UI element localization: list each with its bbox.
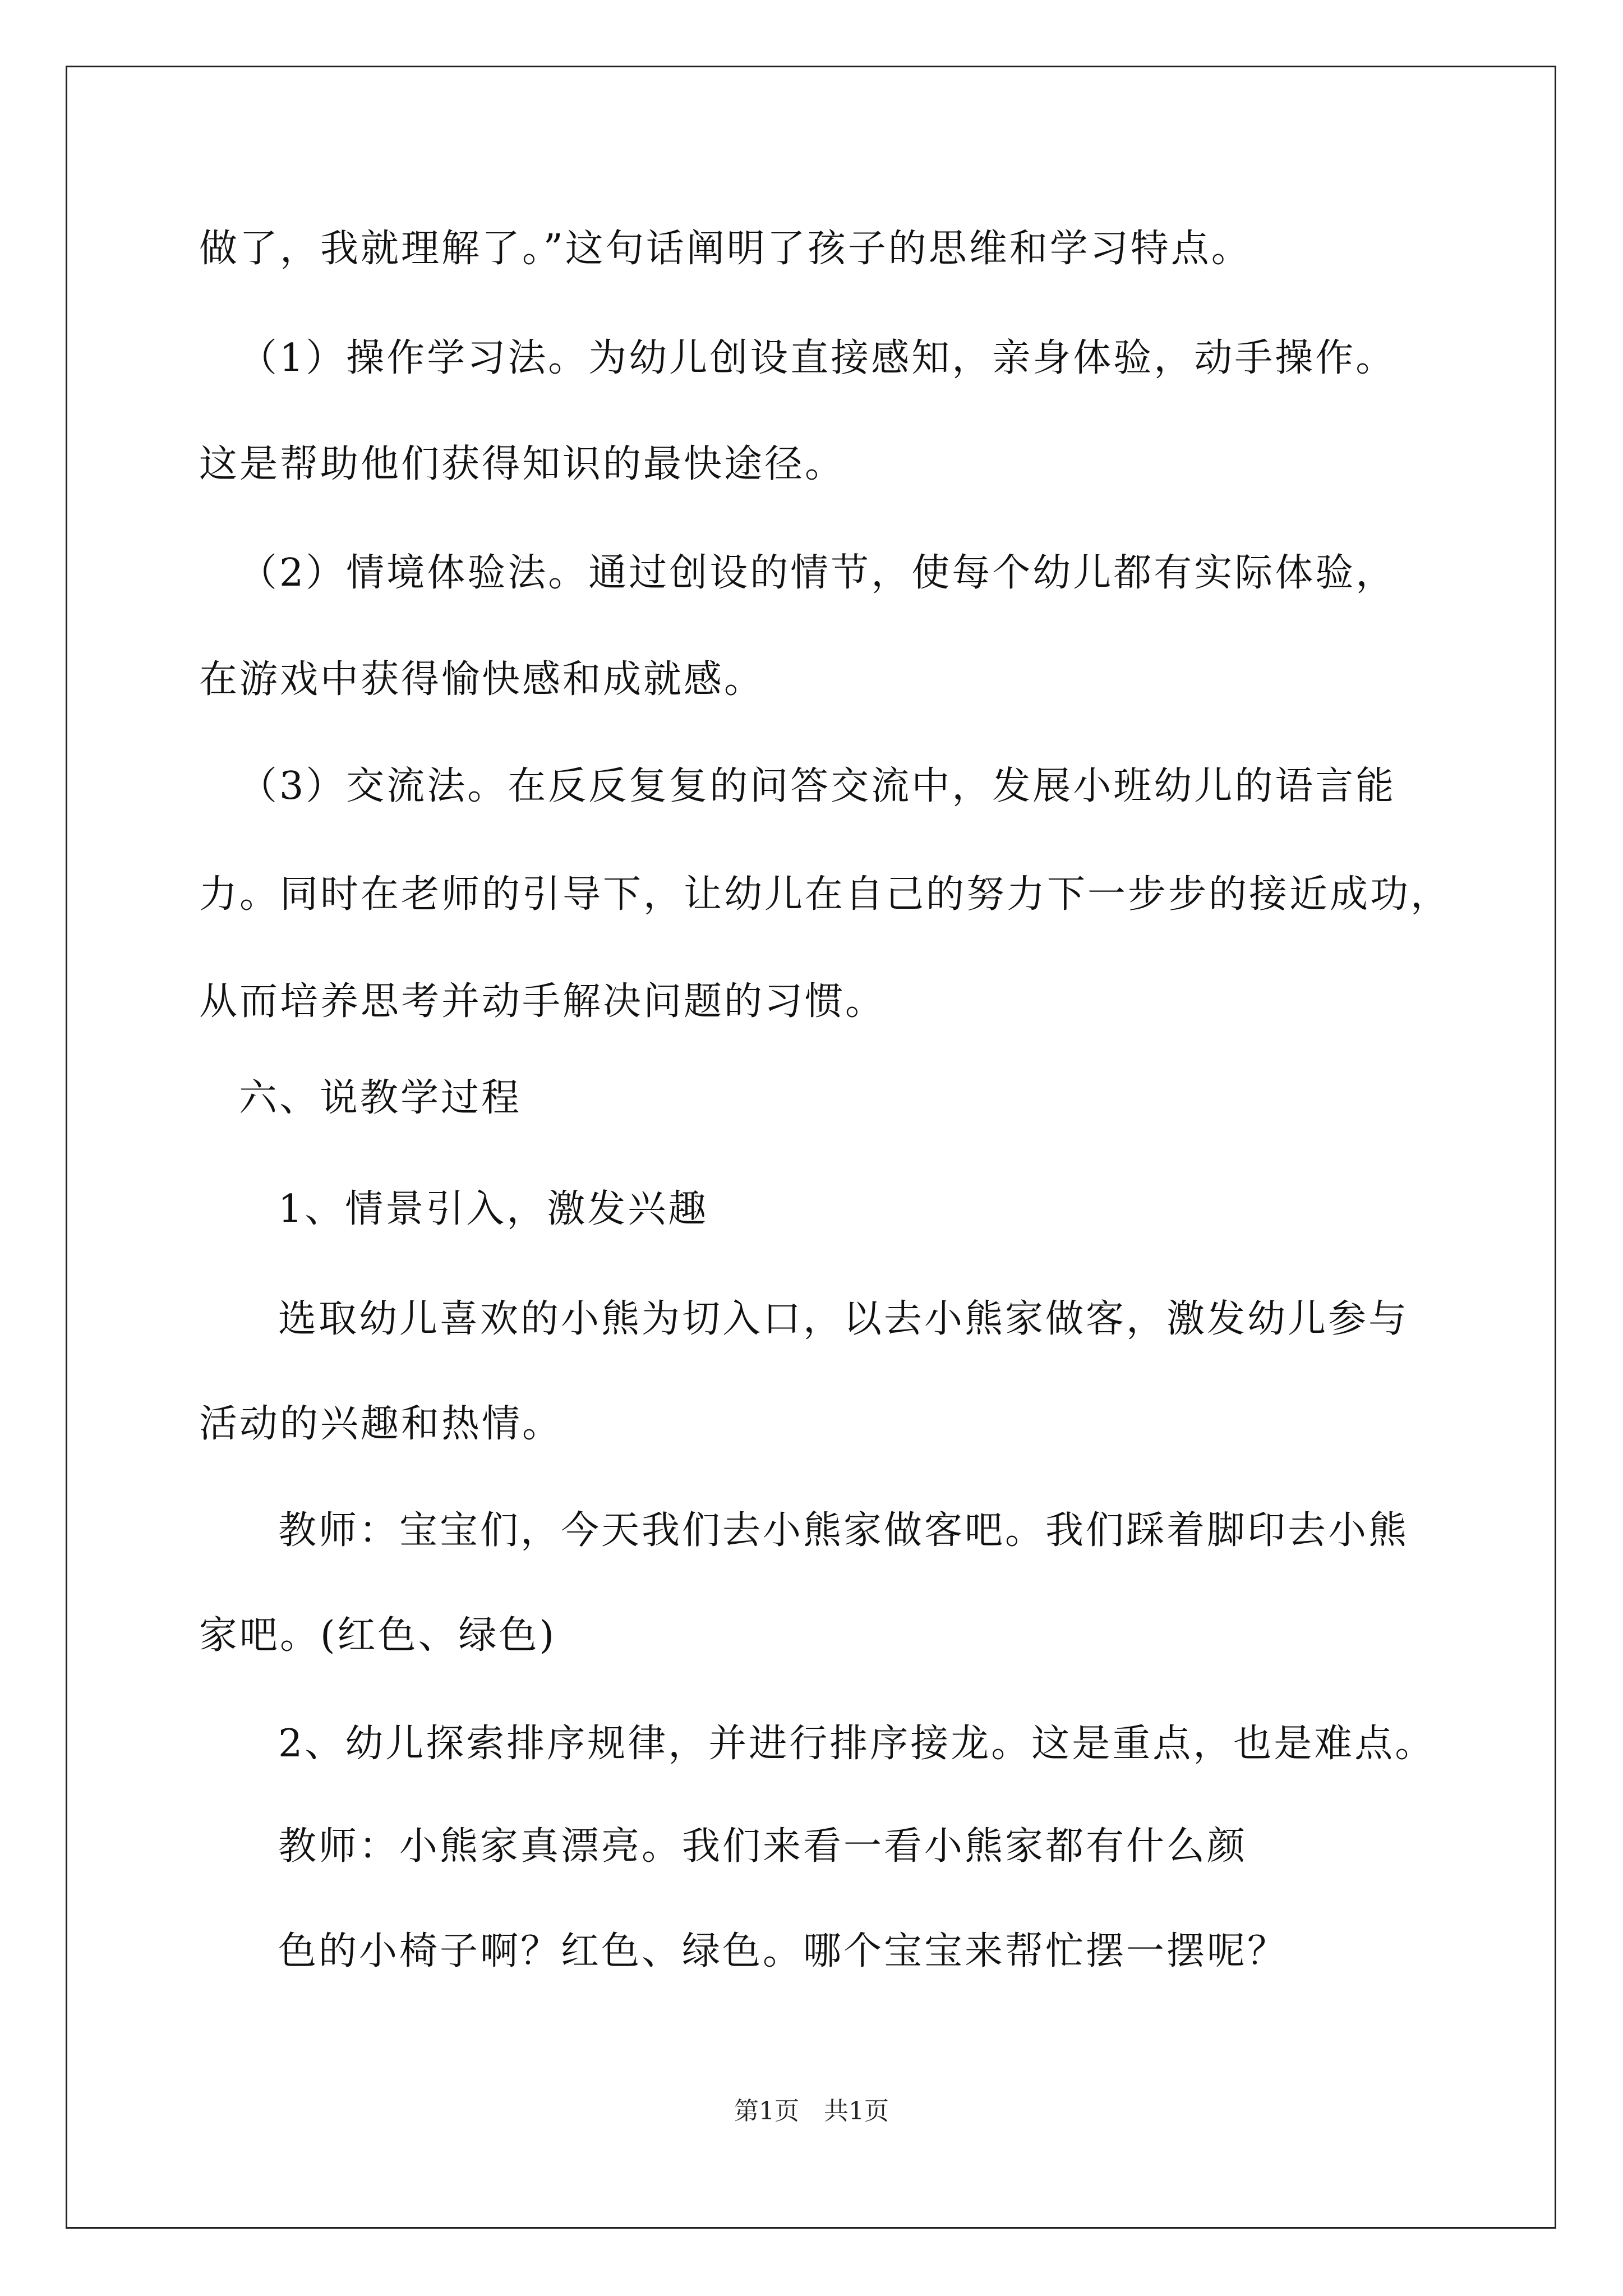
page-border [66, 66, 1556, 2229]
text-line-5: 在游戏中获得愉快感和成就感。 [199, 657, 765, 702]
text-line-3: 这是帮助他们获得知识的最快途径。 [199, 442, 846, 486]
subheading-2: 2、幼儿探索排序规律，并进行排序接龙。这是重点，也是难点。 [278, 1722, 1436, 1766]
text-line-8: 从而培养思考并动手解决问题的习惯。 [199, 979, 886, 1024]
text-line-7: 力。同时在老师的引导下，让幼儿在自己的努力下一步步的接近成功， [199, 872, 1451, 917]
text-line-4: （2）情境体验法。通过创设的情节，使每个幼儿都有实际体验， [239, 551, 1396, 595]
text-line-14: 家吧。(红色、绿色) [199, 1613, 557, 1658]
subheading-1: 1、情景引入，激发兴趣 [278, 1187, 709, 1231]
text-line-2: （1）操作学习法。为幼儿创设直接感知，亲身体验，动手操作。 [239, 336, 1396, 380]
text-line-17: 色的小椅子啊？红色、绿色。哪个宝宝来帮忙摆一摆呢？ [278, 1929, 1288, 1973]
text-line-11: 选取幼儿喜欢的小熊为切入口，以去小熊家做客，激发幼儿参与 [278, 1297, 1409, 1341]
text-line-6: （3）交流法。在反反复复的问答交流中，发展小班幼儿的语言能 [239, 764, 1396, 808]
text-line-12: 活动的兴趣和热情。 [199, 1402, 563, 1446]
text-line-1: 做了，我就理解了。”这句话阐明了孩子的思维和学习特点。 [199, 227, 1252, 271]
text-line-16: 教师：小熊家真漂亮。我们来看一看小熊家都有什么颜 [278, 1824, 1248, 1869]
text-line-13: 教师：宝宝们，今天我们去小熊家做客吧。我们踩着脚印去小熊 [278, 1508, 1409, 1553]
section-heading: 六、说教学过程 [239, 1076, 522, 1120]
page-number-footer: 第1页 共1页 [734, 2097, 889, 2125]
